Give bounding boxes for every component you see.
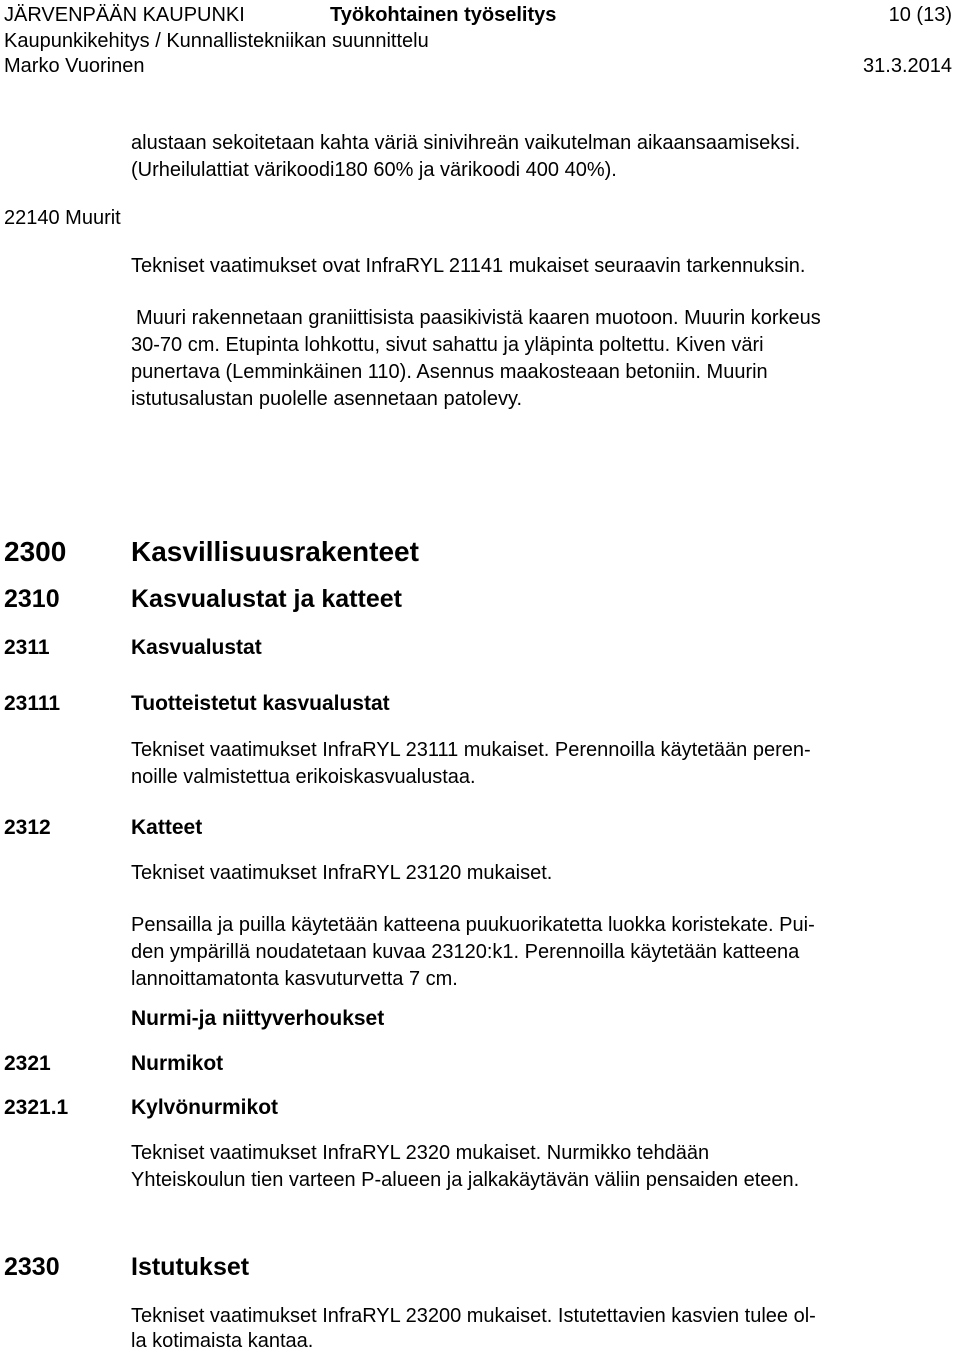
- intro-line: alustaan sekoitetaan kahta väriä sinivihreän vaikutelman aikaansaamiseksi.: [131, 132, 801, 154]
- section-23111-title: Tuotteistetut kasvualustat: [131, 692, 390, 715]
- section-2321-number: 2321: [4, 1052, 51, 1075]
- section-2312-paragraph: den ympärillä noudatetaan kuvaa 23120:k1. Perennoilla käytetään katteena: [131, 941, 800, 963]
- section-2312-number: 2312: [4, 816, 51, 839]
- section-2310-title: Kasvualustat ja katteet: [131, 585, 402, 613]
- section-2300-number: 2300: [4, 536, 67, 567]
- section-22140-heading: 22140 Muurit: [4, 207, 121, 229]
- section-2300-title: Kasvillisuusrakenteet: [131, 536, 419, 567]
- section-22140-paragraph: istutusalustan puolelle asennetaan patolevy.: [131, 388, 523, 410]
- nurmi-heading: Nurmi-ja niittyverhoukset: [131, 1007, 385, 1030]
- section-2310-number: 2310: [4, 585, 60, 613]
- header-page-number: 10 (13): [888, 4, 952, 26]
- header-org: JÄRVENPÄÄN KAUPUNKI: [4, 4, 245, 26]
- section-2321-1-paragraph: Tekniset vaatimukset InfraRYL 2320 mukaiset. Nurmikko tehdään: [131, 1142, 710, 1164]
- section-22140-paragraph: Tekniset vaatimukset ovat InfraRYL 21141 mukaiset seuraavin tarkennuksin.: [131, 255, 806, 277]
- header-doc-title: Työkohtainen työselitys: [330, 4, 557, 26]
- section-2311-title: Kasvualustat: [131, 636, 262, 659]
- section-2321-1-number: 2321.1: [4, 1096, 69, 1119]
- section-22140-paragraph: punertava (Lemminkäinen 110). Asennus maakosteaan betoniin. Muurin: [131, 361, 768, 383]
- section-2321-1-title: Kylvönurmikot: [131, 1096, 279, 1119]
- section-2312-paragraph: Tekniset vaatimukset InfraRYL 23120 mukaiset.: [131, 862, 553, 884]
- section-2312-paragraph: lannoittamatonta kasvuturvetta 7 cm.: [131, 968, 458, 990]
- section-2312-title: Katteet: [131, 816, 203, 839]
- section-23111-paragraph: Tekniset vaatimukset InfraRYL 23111 mukaiset. Perennoilla käytetään peren-: [131, 739, 811, 761]
- section-23111-number: 23111: [4, 692, 61, 715]
- section-2321-title: Nurmikot: [131, 1052, 224, 1075]
- header-author: Marko Vuorinen: [4, 55, 145, 77]
- section-2321-1-paragraph: Yhteiskoulun tien varteen P-alueen ja jalkakäytävän väliin pensaiden eteen.: [131, 1169, 800, 1191]
- section-22140-paragraph: 30-70 cm. Etupinta lohkottu, sivut sahattu ja yläpinta poltettu. Kiven väri: [131, 334, 764, 356]
- section-2330-title: Istutukset: [131, 1253, 250, 1281]
- section-2312-paragraph: Pensailla ja puilla käytetään katteena puukuorikatetta luokka koristekate. Pui-: [131, 914, 815, 936]
- section-22140-paragraph: Muuri rakennetaan graniittisista paasikivistä kaaren muotoon. Muurin korkeus: [136, 307, 821, 329]
- header-department: Kaupunkikehitys / Kunnallistekniikan suunnittelu: [4, 30, 429, 52]
- section-23111-paragraph: noille valmistettua erikoiskasvualustaa.: [131, 766, 476, 788]
- section-2330-paragraph: Tekniset vaatimukset InfraRYL 23200 mukaiset. Istutettavien kasvien tulee ol-: [131, 1305, 816, 1327]
- section-2330-number: 2330: [4, 1253, 60, 1281]
- header-date: 31.3.2014: [863, 55, 952, 77]
- intro-line: (Urheilulattiat värikoodi180 60% ja värikoodi 400 40%).: [131, 159, 617, 181]
- section-2330-paragraph: la kotimaista kantaa.: [131, 1330, 314, 1352]
- section-2311-number: 2311: [4, 636, 50, 659]
